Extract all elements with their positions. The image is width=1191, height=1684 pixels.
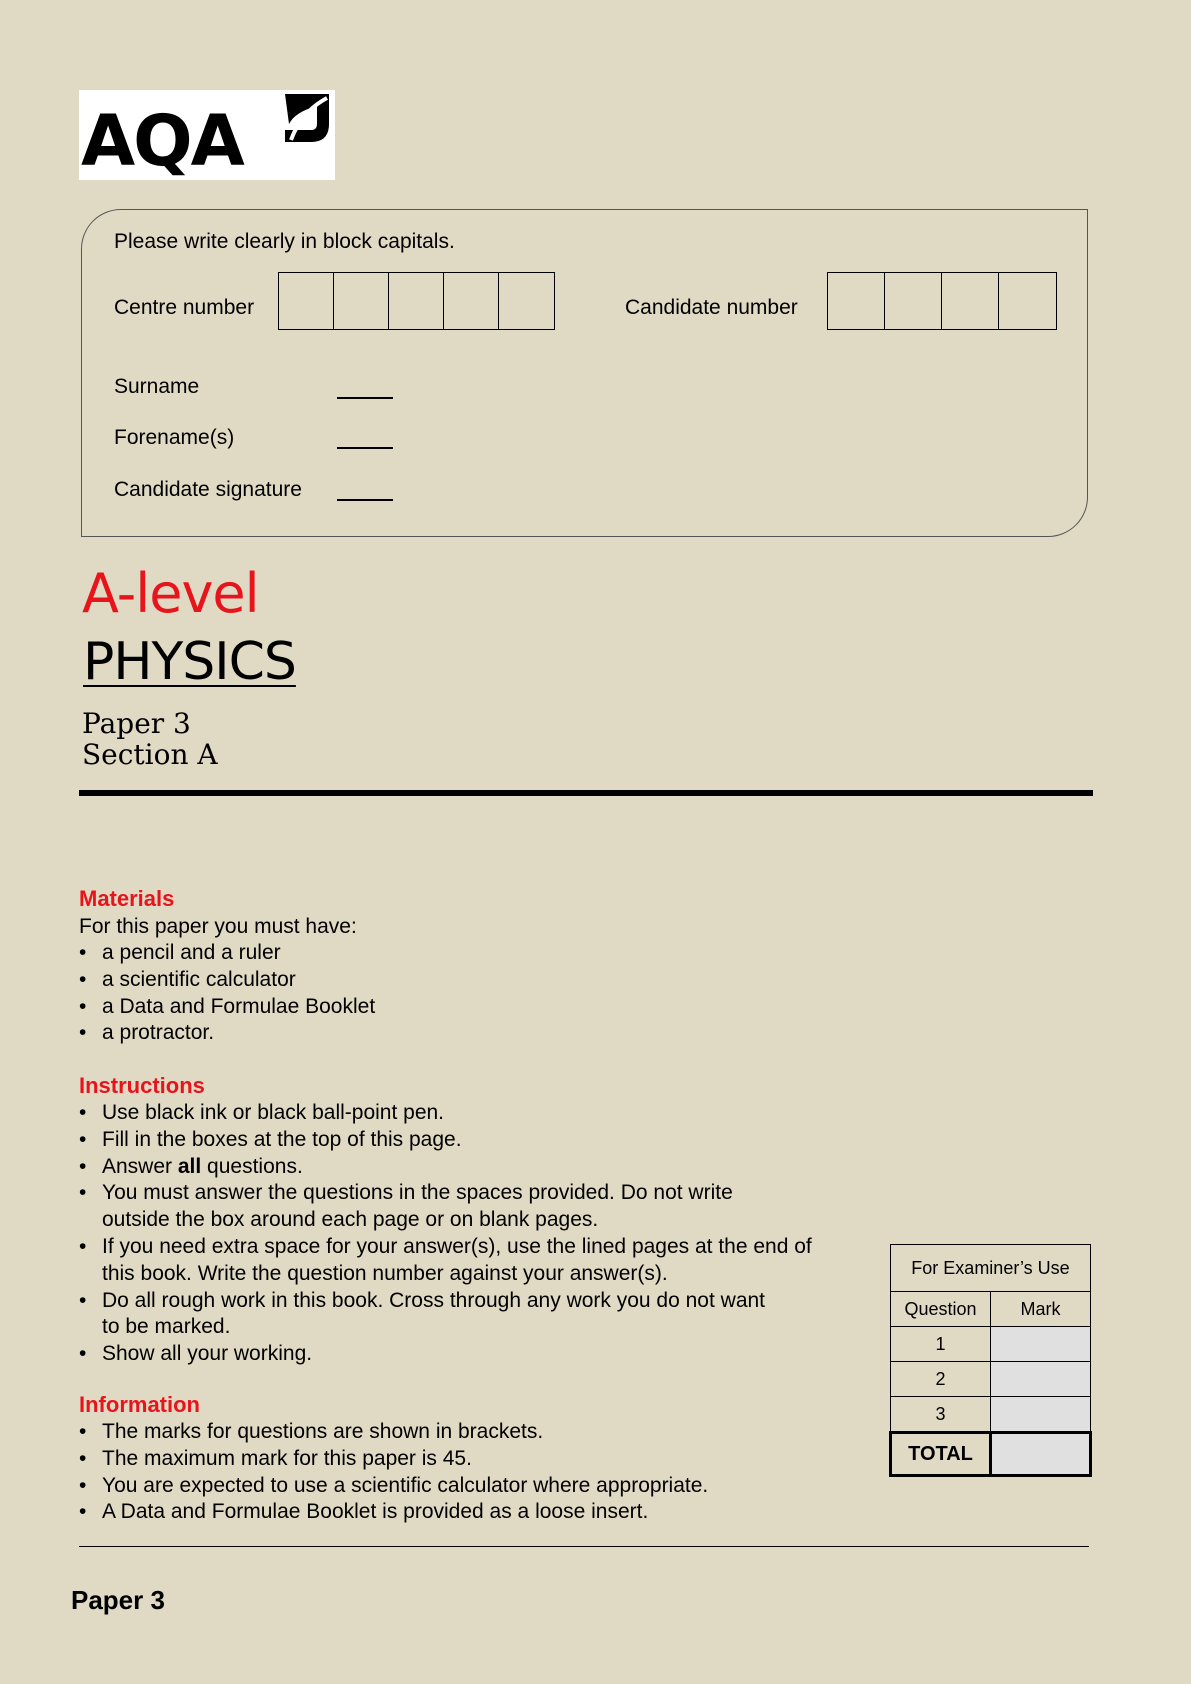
table-row [891, 1327, 1091, 1362]
heading-divider [79, 790, 1093, 796]
list-item: • Use black ink or black ball-point pen. [79, 1100, 899, 1127]
list-item: • a protractor. [79, 1020, 899, 1047]
question-column-header: Question [891, 1292, 991, 1327]
question-number: 2 [891, 1362, 991, 1397]
list-item: • The maximum mark for this paper is 45. [79, 1446, 899, 1473]
forenames-field[interactable] [337, 447, 393, 449]
centre-number-cell[interactable] [444, 273, 499, 329]
aqa-logo [79, 90, 335, 180]
centre-number-cell[interactable] [334, 273, 389, 329]
materials-section [79, 886, 899, 1047]
section-name: Section A [82, 738, 218, 771]
subject-title: PHYSICS [83, 632, 296, 692]
examiners-use-table [889, 1244, 1092, 1477]
qualification-level: A-level [82, 562, 259, 625]
centre-number-boxes [278, 272, 555, 330]
mark-column-header: Mark [991, 1292, 1091, 1327]
total-label: TOTAL [891, 1433, 991, 1476]
list-item: • Answer all questions. [79, 1154, 899, 1181]
total-mark-cell[interactable] [991, 1433, 1091, 1476]
centre-number-cell[interactable] [499, 273, 554, 329]
candidate-number-cell[interactable] [885, 273, 942, 329]
mark-cell[interactable] [991, 1327, 1091, 1362]
paper-section-heading [82, 708, 218, 770]
table-row [891, 1397, 1091, 1433]
table-row [891, 1362, 1091, 1397]
list-item: • Do all rough work in this book. Cross through any work you do not want to be marked. [79, 1288, 899, 1342]
materials-heading: Materials [79, 886, 175, 911]
candidate-number-label: Candidate number [625, 296, 798, 319]
mark-cell[interactable] [991, 1362, 1091, 1397]
list-item: • You must answer the questions in the spaces provided. Do not write outside the box around each page or on blank pages. [79, 1180, 899, 1234]
list-item: • a scientific calculator [79, 967, 899, 994]
candidate-number-boxes [827, 272, 1057, 330]
list-item: • The marks for questions are shown in brackets. [79, 1419, 899, 1446]
list-item: • You are expected to use a scientific calculator where appropriate. [79, 1473, 899, 1500]
list-item: • A Data and Formulae Booklet is provided as a loose insert. [79, 1499, 899, 1526]
aqa-leaf-mark-icon [281, 90, 333, 146]
centre-number-label: Centre number [114, 296, 255, 319]
candidate-number-cell[interactable] [828, 273, 885, 329]
centre-number-cell[interactable] [389, 273, 444, 329]
surname-label: Surname [114, 375, 200, 398]
emphasis-text: all [177, 1154, 202, 1178]
signature-label: Candidate signature [114, 478, 302, 501]
examiners-use-title: For Examiner’s Use [891, 1245, 1091, 1292]
information-heading: Information [79, 1392, 200, 1417]
footer-divider [79, 1546, 1089, 1547]
candidate-number-cell[interactable] [942, 273, 999, 329]
list-item: • Fill in the boxes at the top of this page. [79, 1127, 899, 1154]
surname-field[interactable] [337, 397, 393, 399]
instructions-heading: Instructions [79, 1073, 205, 1098]
mark-cell[interactable] [991, 1397, 1091, 1433]
list-item: • a Data and Formulae Booklet [79, 994, 899, 1021]
paper-number: Paper 3 [82, 707, 191, 740]
footer-paper-label: Paper 3 [71, 1585, 165, 1615]
list-item: • a pencil and a ruler [79, 940, 899, 967]
question-number: 3 [891, 1397, 991, 1433]
centre-number-cell[interactable] [279, 273, 334, 329]
instructions-section [79, 1073, 899, 1368]
question-number: 1 [891, 1327, 991, 1362]
materials-intro: For this paper you must have: [79, 915, 357, 938]
information-section [79, 1392, 899, 1526]
logo-text: AQA [81, 100, 243, 182]
block-capitals-instruction: Please write clearly in block capitals. [114, 230, 455, 253]
signature-field[interactable] [337, 499, 393, 501]
list-item: • Show all your working. [79, 1341, 899, 1368]
candidate-number-cell[interactable] [999, 273, 1056, 329]
forenames-label: Forename(s) [114, 426, 235, 449]
list-item: • If you need extra space for your answer(s), use the lined pages at the end of this book. Write the question number against your answer(s). [79, 1234, 899, 1288]
